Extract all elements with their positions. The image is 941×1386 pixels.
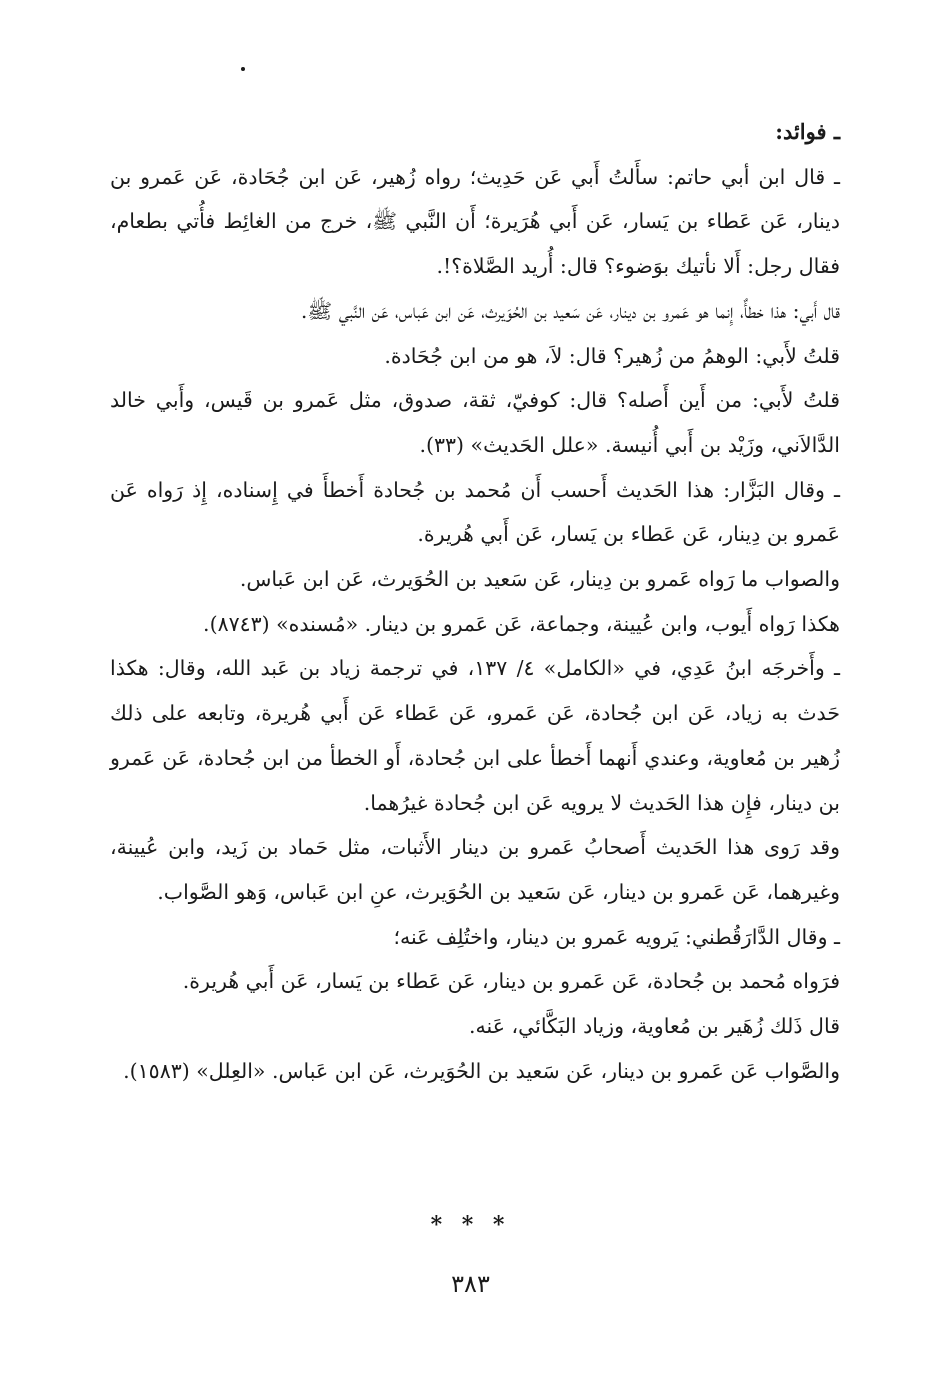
paragraph-6: والصواب ما رَواه عَمرو بن دِينار، عَن سَعيد بن الحُوَيرث، عَن ابن عَباس. xyxy=(239,567,840,592)
paragraph-8: ـ وأَخرجَه ابنُ عَدِي، في «الكامل» ٤/ ١٣٧، في ترجمة زياد بن عَبد الله، وقال: هكذا حَدث به زياد، عَن ابن جُحادة، عَن عَمرو، عَن عَطاء عَن أَبي هُريرة، وتابعه على ذلك زُهير بن مُعاوية، وعندي أَنهما أَخطأ على ابن جُحادة، أَو الخطأ من ابن جُحادة، عَن عَمرو بن دينار، فإِن هذا الحَديث لا يرويه عَن ابن جُحادة غيرُهما. xyxy=(110,656,840,815)
paragraph-10: ـ وقال الدَّارَقُطني: يَرويه عَمرو بن دينار، واختُلِف عَنه؛ xyxy=(393,924,840,949)
paragraph-4: قلتُ لأَبي: من أَين أَصله؟ قال: كوفيّ، ثقة، صدوق، مثل عَمرو بن قَيس، وأَبي خالد الدَّالاَني، وزَيْد بن أَبي أُنيسة. «علل الحَديث» (٣٣). xyxy=(110,388,840,457)
ink-dot xyxy=(241,67,245,71)
main-text xyxy=(110,110,840,1093)
paragraph-12: قال ذَلك زُهَير بن مُعاوية، وزياد البَكَّائي، عَنه. xyxy=(469,1014,840,1039)
paragraph-11: فرَواه مُحمد بن جُحادة، عَن عَمرو بن دينار، عَن عَطاء بن يَسار، عَن أَبي هُريرة. xyxy=(182,969,840,994)
section-heading: ـ فوائد: xyxy=(775,119,840,144)
page-number: ٣٨٣ xyxy=(451,1270,490,1298)
paragraph-2: قال أَبي: هذا خطأٌ، إِنما هو عَمرو بن دينار، عَن سَعيد بن الحُوَيرث، عَن ابن عَباس، عَن النَّبي ﷺ. xyxy=(300,298,840,323)
paragraph-9: وقد رَوى هذا الحَديث أَصحابُ عَمرو بن دينار الأَثبات، مثل حَماد بن زَيد، وابن عُيينة، وغيرهما، عَن عَمرو بن دينار، عَن سَعيد بن الحُوَيرث، عنِ ابن عَباس، وَهو الصَّواب. xyxy=(110,835,840,904)
paragraph-3: قلتُ لأَبي: الوهمُ من زُهير؟ قال: لاَ، هو من ابن جُحَادة. xyxy=(384,343,840,368)
section-separator: * * * xyxy=(430,1212,511,1238)
paragraph-13: والصَّواب عَن عَمرو بن دينار، عَن سَعيد بن الحُوَيرث، عَن ابن عَباس. «العِلل» (١٥٨٣). xyxy=(123,1058,840,1083)
paragraph-1: ـ قال ابن أبي حاتم: سأَلتُ أَبي عَن حَدِيث؛ رواه زُهير، عَن ابن جُحَادة، عَن عَمرو بن دينار، عَن عَطاء بن يَسار، عَن أَبي هُرَيرة؛ أَن النَّبي ﷺ، خرج من الغائِط فأُتي بطعام، فقال رجل: أَلا نأتيك بوَضوء؟ قال: أُريد الصَّلاة؟!. xyxy=(110,164,840,279)
paragraph-7: هكذا رَواه أَيوب، وابن عُيينة، وجماعة، عَن عَمرو بن دينار. «مُسنده» (٨٧٤٣). xyxy=(203,611,840,636)
paragraph-5: ـ وقال البَزَّار: هذا الحَديث أَحسب أَن مُحمد بن جُحادة أَخطأَ في إِسناده، إِذ رَواه عَن عَمرو بن دِينار، عَن عَطاء بن يَسار، عَن أَبي هُريرة. xyxy=(110,477,840,547)
